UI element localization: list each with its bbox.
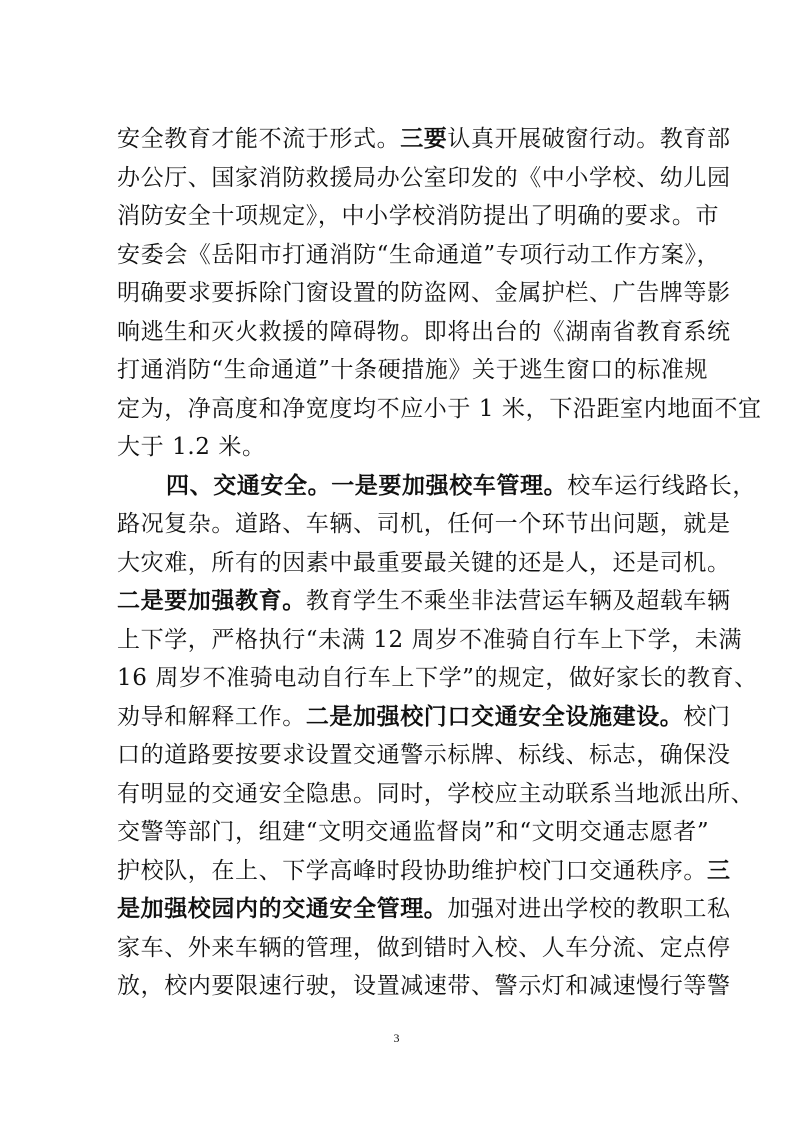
text-line bbox=[117, 699, 731, 735]
text-line bbox=[117, 429, 687, 465]
text-line bbox=[117, 237, 721, 273]
text-line bbox=[117, 314, 731, 350]
text-segment: 响逃生和灭火救援的障碍物。即将出台的《湖南省教育系统 bbox=[117, 318, 731, 345]
text-segment: 16 周岁不准骑电动自行车上下学”的规定，做好家长的教育、 bbox=[117, 665, 758, 691]
text-segment: 有明显的交通安全隐患。同时，学校应主动联系当地派出所、 bbox=[117, 780, 755, 807]
text-line bbox=[117, 545, 731, 581]
bold-text-segment: 二是要加强教育。 bbox=[117, 587, 306, 614]
bold-text-segment: 二是加强校门口交通安全设施建设。 bbox=[305, 702, 684, 730]
text-line bbox=[117, 160, 731, 196]
text-line bbox=[117, 121, 731, 157]
text-line bbox=[117, 814, 710, 850]
text-line bbox=[117, 198, 720, 234]
text-segment: 明确要求要拆除门窗设置的防盗网、金属护栏、广告牌等影 bbox=[117, 280, 731, 306]
text-segment: 劝导和解释工作。 bbox=[117, 703, 306, 730]
page-number: 3 bbox=[393, 1031, 400, 1045]
text-segment: 办公厅、国家消防救援局办公室印发的《中小学校、幼儿园 bbox=[117, 164, 731, 191]
text-line bbox=[117, 352, 709, 388]
text-line bbox=[117, 583, 731, 619]
text-line bbox=[117, 968, 731, 1004]
text-segment: 安委会《岳阳市打通消防“生命通道”专项行动工作方案》， bbox=[117, 241, 721, 268]
text-segment: 校门 bbox=[683, 703, 731, 730]
text-segment: 路况复杂。道路、车辆、司机，任何一个环节出问题，就是 bbox=[117, 511, 731, 537]
text-segment: 口的道路要按要求设置交通警示标牌、标线、标志，确保没 bbox=[117, 742, 731, 768]
text-segment: 大于 1.2 米。 bbox=[117, 434, 266, 460]
text-line bbox=[117, 891, 731, 927]
text-line bbox=[117, 930, 731, 966]
text-segment: 放，校内要限速行驶，设置减速带、警示灯和减速慢行等警 bbox=[117, 973, 731, 999]
text-line bbox=[117, 275, 731, 311]
text-line bbox=[166, 468, 757, 504]
text-segment: 家车、外来车辆的管理，做到错时入校、人车分流、定点停 bbox=[117, 934, 731, 961]
text-segment: 安全教育才能不流于形式。 bbox=[117, 126, 401, 152]
text-line bbox=[117, 853, 731, 889]
text-segment: 教育学生不乘坐非法营运车辆及超载车辆 bbox=[305, 588, 731, 614]
bold-text-segment: 是加强校园内的交通安全管理。 bbox=[117, 895, 448, 922]
text-line bbox=[117, 622, 743, 658]
text-line bbox=[117, 391, 762, 427]
text-line bbox=[117, 660, 758, 696]
text-segment: 交警等部门，组建“文明交通监督岗”和“文明交通志愿者” bbox=[117, 819, 710, 845]
text-line bbox=[117, 737, 731, 773]
bold-text-segment: 三要 bbox=[400, 125, 448, 152]
text-segment: 认真开展破窗行动。教育部 bbox=[447, 126, 731, 152]
text-segment: 校车运行线路长， bbox=[567, 472, 757, 499]
text-segment: 上下学，严格执行“未满 12 周岁不准骑自行车上下学，未满 bbox=[117, 626, 743, 653]
text-segment: 加强对进出学校的教职工私 bbox=[447, 896, 731, 922]
text-segment: 消防安全十项规定》，中小学校消防提出了明确的要求。市 bbox=[117, 203, 720, 229]
text-line bbox=[117, 506, 731, 542]
text-segment: 大灾难，所有的因素中最重要最关键的还是人，还是司机。 bbox=[117, 549, 731, 576]
bold-text-segment: 三 bbox=[707, 856, 731, 884]
bold-text-segment: 四、交通安全。一是要加强校车管理。 bbox=[166, 471, 568, 499]
text-line bbox=[117, 776, 755, 812]
text-segment: 打通消防“生命通道”十条硬措施》关于逃生窗口的标准规 bbox=[117, 357, 709, 383]
text-segment: 护校队，在上、下学高峰时段协助维护校门口交通秩序。 bbox=[117, 857, 707, 884]
text-segment: 定为，净高度和净宽度均不应小于 1 米，下沿距室内地面不宜 bbox=[117, 395, 762, 422]
